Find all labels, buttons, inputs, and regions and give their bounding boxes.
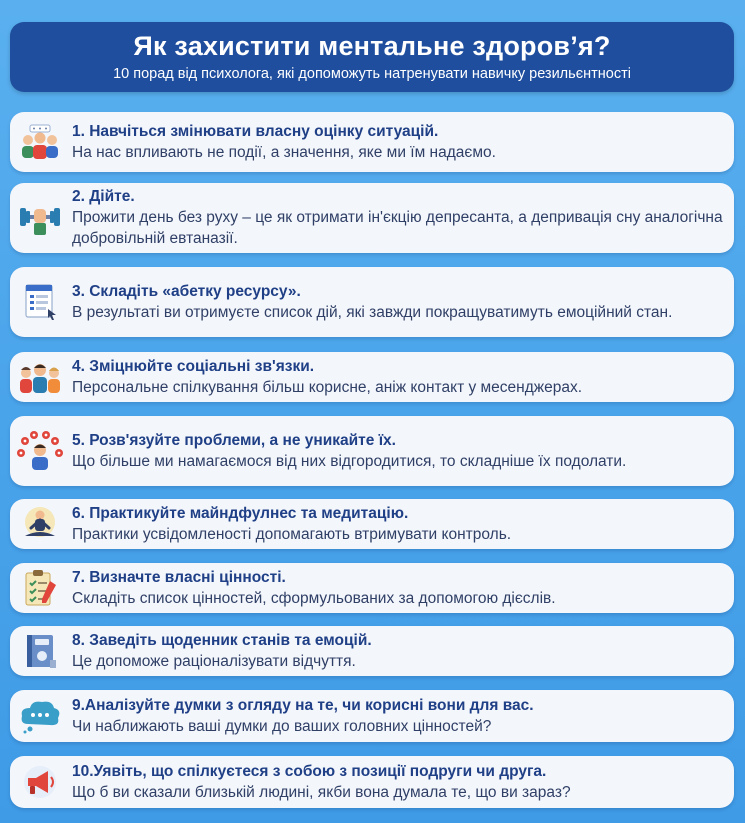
tip-description: В результаті ви отримуєте список дій, які завжди покращуватимуть емоційний стан. bbox=[72, 303, 673, 321]
tip-card-9 bbox=[10, 690, 734, 742]
tip-title: 9.Аналізуйте думки з огляду на те, чи корисні вони для вас. bbox=[72, 696, 534, 714]
diary-book-icon bbox=[16, 631, 64, 671]
megaphone-icon bbox=[16, 762, 64, 802]
tip-card-7 bbox=[10, 563, 734, 613]
checklist-document-icon bbox=[16, 282, 64, 322]
tip-title: 5. Розв'язуйте проблеми, а не уникайте їх. bbox=[72, 431, 396, 449]
clipboard-pencil-icon bbox=[16, 568, 64, 608]
tip-card-2 bbox=[10, 183, 734, 253]
tip-description: Що більше ми намагаємося від них відгородитися, то складніше їх подолати. bbox=[72, 452, 627, 470]
meditation-icon bbox=[16, 504, 64, 544]
tip-description: На нас впливають не події, а значення, яке ми їм надаємо. bbox=[72, 143, 496, 161]
tip-title: 7. Визначте власні цінності. bbox=[72, 568, 286, 586]
tip-card-5 bbox=[10, 416, 734, 486]
page-title: Як захистити ментальне здоров’я? bbox=[133, 31, 611, 61]
three-people-icon bbox=[16, 357, 64, 397]
tip-card-3 bbox=[10, 267, 734, 337]
thought-cloud-icon bbox=[16, 696, 64, 736]
tip-description: Це допоможе раціоналізувати відчуття. bbox=[72, 652, 356, 670]
tip-description: Чи наближають ваші думки до ваших головних цінностей? bbox=[72, 717, 492, 735]
header-banner bbox=[10, 22, 734, 92]
tip-card-6 bbox=[10, 499, 734, 549]
tip-title: 4. Зміцнюйте соціальні зв'язки. bbox=[72, 357, 315, 375]
tip-description: Практики усвідомленості допомагають втримувати контроль. bbox=[72, 525, 512, 543]
tip-description: Прожити день без руху – це як отримати ін'єкцію депресанта, а депривація сну аналогічна добровільній евтаназії. bbox=[72, 209, 723, 247]
tip-card-10 bbox=[10, 756, 734, 808]
tip-description: Що б ви сказали близькій людині, якби вона думала те, що ви зараз? bbox=[72, 783, 571, 801]
tip-description: Складіть список цінностей, сформульованих за допомогою дієслів. bbox=[72, 589, 556, 607]
tip-card-4 bbox=[10, 352, 734, 402]
tip-card-8 bbox=[10, 626, 734, 676]
tip-description: Персональне спілкування більш корисне, аніж контакт у месенджерах. bbox=[72, 378, 583, 396]
tip-card-1 bbox=[10, 112, 734, 172]
tip-title: 8. Заведіть щоденник станів та емоцій. bbox=[72, 631, 372, 649]
page-subtitle: 10 порад від психолога, які допоможуть натренувати навичку резильєнтності bbox=[113, 66, 631, 82]
tip-title: 1. Навчіться змінювати власну оцінку ситуацій. bbox=[72, 122, 439, 140]
tip-title: 10.Уявіть, що спілкуєтеся з собою з позиції подруги чи друга. bbox=[72, 762, 547, 780]
tip-title: 3. Складіть «абетку ресурсу». bbox=[72, 282, 301, 300]
group-people-icon bbox=[16, 122, 64, 162]
tip-title: 2. Дійте. bbox=[72, 188, 135, 205]
tip-title: 6. Практикуйте майндфулнес та медитацію. bbox=[72, 504, 409, 522]
dumbbell-hand-icon bbox=[16, 198, 64, 238]
person-problems-icon bbox=[16, 431, 64, 471]
